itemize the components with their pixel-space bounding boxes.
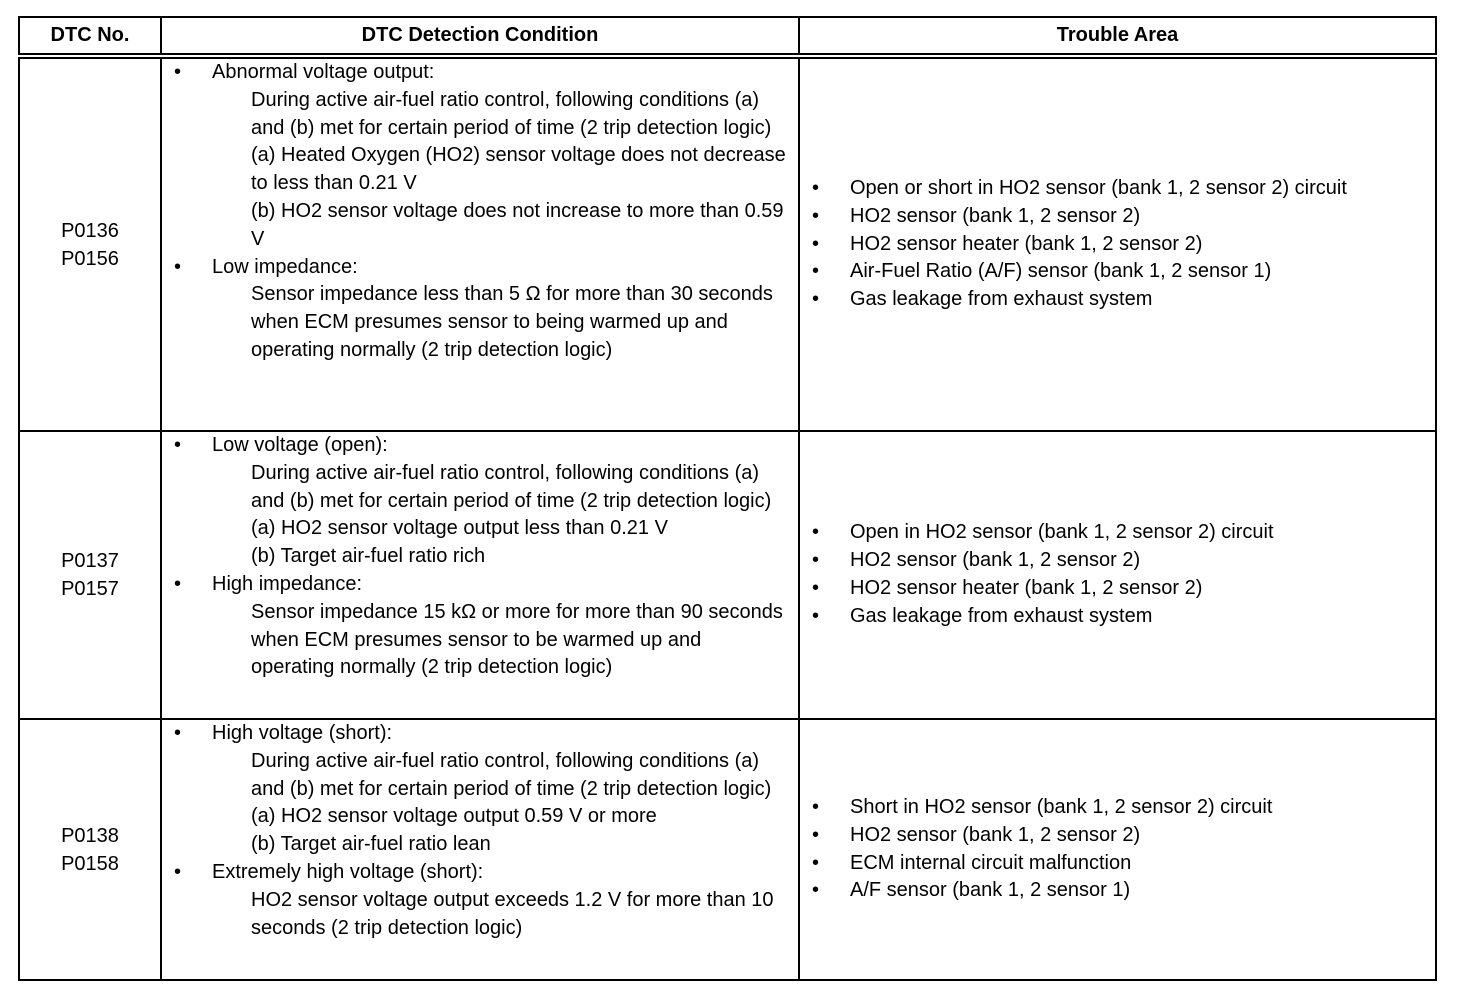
condition-detail: During active air-fuel ratio control, following conditions (a) and (b) met for certain period of time (2 trip detection logic) bbox=[251, 749, 772, 800]
detection-condition-cell bbox=[161, 719, 799, 980]
condition-item bbox=[162, 59, 798, 87]
condition-detail: (b) Target air-fuel ratio rich bbox=[251, 545, 486, 568]
header-trouble-area: Trouble Area bbox=[799, 17, 1436, 56]
trouble-area-cell bbox=[799, 431, 1436, 719]
trouble-area-cell bbox=[799, 56, 1436, 431]
bullet-icon: • bbox=[174, 61, 182, 83]
trouble-area-item: • HO2 sensor (bank 1, 2 sensor 2) bbox=[800, 547, 1435, 575]
bullet-icon: • bbox=[812, 260, 820, 283]
trouble-area-item: • Gas leakage from exhaust system bbox=[800, 603, 1435, 631]
condition-label: Low voltage (open): bbox=[212, 434, 388, 456]
trouble-area-item: • ECM internal circuit malfunction bbox=[800, 850, 1435, 878]
dtc-code: P0137 bbox=[61, 550, 119, 572]
bullet-icon: • bbox=[174, 572, 182, 595]
condition-label: High impedance: bbox=[212, 572, 363, 595]
trouble-area-item: • Gas leakage from exhaust system bbox=[800, 286, 1435, 314]
table-row bbox=[19, 56, 1436, 431]
trouble-area-item: • HO2 sensor (bank 1, 2 sensor 2) bbox=[800, 822, 1435, 850]
trouble-area-item: • Air-Fuel Ratio (A/F) sensor (bank 1, 2 sensor 1) bbox=[800, 258, 1435, 286]
trouble-area-cell bbox=[799, 719, 1436, 980]
condition-detail: (b) HO2 sensor voltage does not increase to more than 0.59 V bbox=[251, 199, 784, 250]
condition-detail: (a) HO2 sensor voltage output less than 0.21 V bbox=[251, 517, 668, 540]
table-row bbox=[19, 719, 1436, 980]
condition-item bbox=[162, 432, 798, 460]
dtc-code-cell bbox=[19, 56, 161, 431]
bullet-icon: • bbox=[174, 722, 182, 744]
bullet-icon: • bbox=[812, 577, 820, 599]
bullet-icon: • bbox=[812, 288, 820, 311]
dtc-code: P0156 bbox=[61, 247, 119, 270]
dtc-table bbox=[18, 16, 1437, 981]
bullet-icon: • bbox=[174, 255, 182, 278]
bullet-icon: • bbox=[174, 860, 182, 883]
bullet-icon: • bbox=[812, 232, 820, 255]
condition-label: Extremely high voltage (short): bbox=[212, 860, 484, 883]
condition-detail: (b) Target air-fuel ratio lean bbox=[251, 833, 491, 856]
trouble-area-item: • A/F sensor (bank 1, 2 sensor 1) bbox=[800, 877, 1435, 905]
condition-detail: Sensor impedance 15 kΩ or more for more than 90 seconds when ECM presumes sensor to be warmed up and operating normally (2 trip detection logic) bbox=[251, 600, 783, 679]
dtc-code: P0138 bbox=[61, 824, 119, 847]
trouble-area-item: • Open or short in HO2 sensor (bank 1, 2 sensor 2) circuit bbox=[800, 175, 1435, 203]
trouble-area-item: • HO2 sensor heater (bank 1, 2 sensor 2) bbox=[800, 575, 1435, 603]
trouble-area-item: • HO2 sensor (bank 1, 2 sensor 2) bbox=[800, 203, 1435, 231]
trouble-area-item: • HO2 sensor heater (bank 1, 2 sensor 2) bbox=[800, 231, 1435, 259]
condition-label: Low impedance: bbox=[212, 255, 358, 278]
condition-detail: (a) Heated Oxygen (HO2) sensor voltage does not decrease to less than 0.21 V bbox=[251, 144, 786, 195]
dtc-code: P0136 bbox=[61, 219, 119, 242]
condition-item bbox=[162, 720, 798, 748]
condition-detail: (a) HO2 sensor voltage output 0.59 V or more bbox=[251, 805, 657, 828]
trouble-area-item: • Open in HO2 sensor (bank 1, 2 sensor 2) circuit bbox=[800, 519, 1435, 547]
bullet-icon: • bbox=[812, 549, 820, 572]
bullet-icon: • bbox=[812, 204, 820, 227]
condition-item bbox=[162, 859, 798, 887]
dtc-code: P0157 bbox=[61, 578, 119, 600]
condition-item bbox=[162, 571, 798, 599]
condition-detail: Sensor impedance less than 5 Ω for more than 30 seconds when ECM presumes sensor to being warmed up and operating normally (2 trip detection logic) bbox=[251, 283, 773, 361]
condition-label: Abnormal voltage output: bbox=[212, 61, 435, 83]
bullet-icon: • bbox=[812, 521, 820, 544]
dtc-code-cell bbox=[19, 431, 161, 719]
header-row bbox=[19, 17, 1436, 56]
condition-item bbox=[162, 254, 798, 282]
bullet-icon: • bbox=[812, 851, 820, 874]
trouble-area-item: • Short in HO2 sensor (bank 1, 2 sensor 2) circuit bbox=[800, 794, 1435, 822]
bullet-icon: • bbox=[812, 823, 820, 846]
condition-label: High voltage (short): bbox=[212, 722, 393, 744]
bullet-icon: • bbox=[812, 604, 820, 627]
table-row bbox=[19, 431, 1436, 719]
dtc-code: P0158 bbox=[61, 852, 119, 875]
header-detection-condition: DTC Detection Condition bbox=[161, 17, 799, 56]
bullet-icon: • bbox=[812, 795, 820, 818]
bullet-icon: • bbox=[812, 177, 820, 199]
condition-detail: During active air-fuel ratio control, following conditions (a) and (b) met for certain period of time (2 trip detection logic) bbox=[251, 88, 772, 139]
condition-detail: HO2 sensor voltage output exceeds 1.2 V for more than 10 seconds (2 trip detection logic) bbox=[251, 888, 774, 939]
bullet-icon: • bbox=[812, 879, 820, 902]
detection-condition-cell bbox=[161, 56, 799, 431]
dtc-code-cell bbox=[19, 719, 161, 980]
bullet-icon: • bbox=[174, 434, 182, 456]
detection-condition-cell bbox=[161, 431, 799, 719]
condition-detail: During active air-fuel ratio control, following conditions (a) and (b) met for certain period of time (2 trip detection logic) bbox=[251, 461, 772, 512]
header-dtc-no: DTC No. bbox=[19, 17, 161, 56]
